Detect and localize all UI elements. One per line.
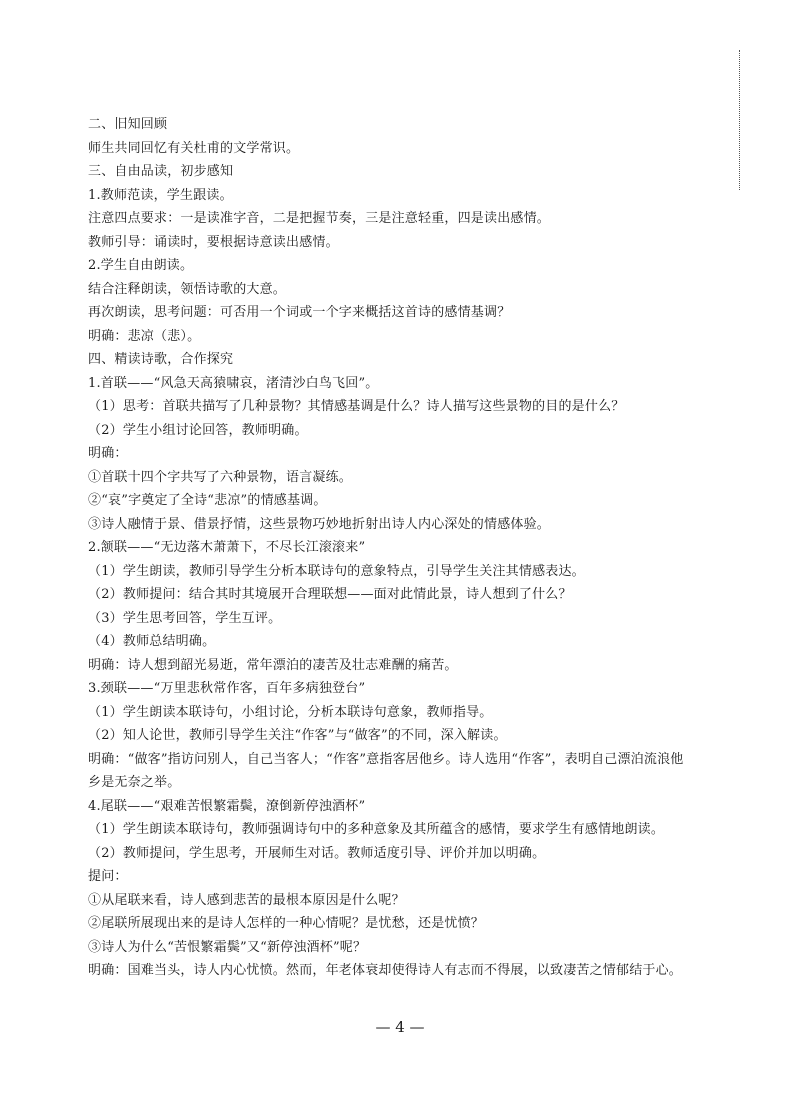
paragraph: 明确：国难当头，诗人内心忧愤。然而，年老体衰却使得诗人有志而不得展，以致凄苦之情郁结于心。 [88, 963, 683, 978]
list-item: ②“哀”字奠定了全诗“悲凉”的情感基调。 [88, 493, 327, 508]
paragraph: （1）学生朗读，教师引导学生分析本联诗句的意象特点，引导学生关注其情感表达。 [88, 563, 585, 579]
paragraph: （1）学生朗读本联诗句，小组讨论，分析本联诗句意象，教师指导。 [88, 704, 493, 720]
list-item: ①从尾联来看，诗人感到悲苦的最根本原因是什么呢？ [88, 892, 405, 908]
page-number: — 4 — [375, 1018, 425, 1036]
paragraph: （2）教师提问：结合其时其境展开合理联想——面对此情此景，诗人想到了什么？ [88, 587, 572, 602]
section-heading-review: 二、旧知回顾 [88, 117, 168, 132]
paragraph: 明确： [88, 446, 128, 461]
couplet-heading-2: 2.颔联——“无边落木萧萧下，不尽长江滚滚来” [88, 540, 366, 555]
couplet-heading-1: 1.首联——“风急天高猿啸哀，渚清沙白鸟飞回”。 [88, 375, 379, 391]
paragraph: 提问： [88, 869, 128, 884]
paragraph: 乡是无奈之举。 [88, 775, 181, 790]
paragraph: （2）知人论世，教师引导学生关注“作客”与“做客”的不同，深入解读。 [88, 728, 507, 743]
list-item: ①首联十四个字共写了六种景物，语言凝练。 [88, 469, 353, 485]
paragraph: 明确：“做客”指访问别人，自己当客人；“作客”意指客居他乡。诗人选用“作客”，表明自己漂泊流浪他 [88, 751, 684, 767]
couplet-heading-4: 4.尾联——“艰难苦恨繁霜鬓，潦倒新停浊酒杯” [88, 798, 366, 814]
paragraph: 2.学生自由朗读。 [88, 258, 194, 273]
paragraph: 明确：诗人想到韶光易逝，常年漂泊的凄苦及壮志难酬的痛苦。 [88, 657, 458, 673]
lesson-text [88, 113, 748, 983]
paragraph: 师生共同回忆有关杜甫的文学常识。 [88, 140, 300, 156]
paragraph: 再次朗读，思考问题：可否用一个词或一个字来概括这首诗的感情基调？ [88, 305, 511, 320]
paragraph: 注意四点要求：一是读准字音，二是把握节奏，三是注意轻重，四是读出感情。 [88, 211, 551, 226]
list-item: ③诗人为什么“苦恨繁霜鬓”又“新停浊酒杯”呢？ [88, 939, 367, 955]
paragraph: 结合注释朗读，领悟诗歌的大意。 [88, 281, 287, 297]
paragraph: （2）教师提问，学生思考，开展师生对话。教师适度引导、评价并加以明确。 [88, 845, 546, 861]
paragraph: （3）学生思考回答，学生互评。 [88, 610, 282, 626]
paragraph: （1）学生朗读本联诗句，教师强调诗句中的多种意象及其所蕴含的感情，要求学生有感情地朗读。 [88, 822, 665, 837]
list-item: ②尾联所展现出来的是诗人怎样的一种心情呢？是忧愁，还是忧愤？ [88, 916, 485, 931]
paragraph: 1.教师范读，学生跟读。 [88, 187, 233, 203]
paragraph: （4）教师总结明确。 [88, 634, 216, 649]
list-item: ③诗人融情于景、借景抒情，这些景物巧妙地折射出诗人内心深处的情感体验。 [88, 516, 551, 532]
paragraph: （2）学生小组讨论回答，教师明确。 [88, 422, 308, 438]
couplet-heading-3: 3.颈联——“万里悲秋常作客，百年多病独登台” [88, 681, 366, 696]
section-heading-reading: 三、自由品读，初步感知 [88, 164, 234, 179]
paragraph: 明确：悲凉（悲）。 [88, 328, 201, 344]
section-heading-analysis: 四、精读诗歌，合作探究 [88, 352, 234, 367]
paragraph: （1）思考：首联共描写了几种景物？其情感基调是什么？诗人描写这些景物的目的是什么？ [88, 399, 625, 414]
paragraph: 教师引导：诵读时，要根据诗意读出感情。 [88, 234, 339, 250]
